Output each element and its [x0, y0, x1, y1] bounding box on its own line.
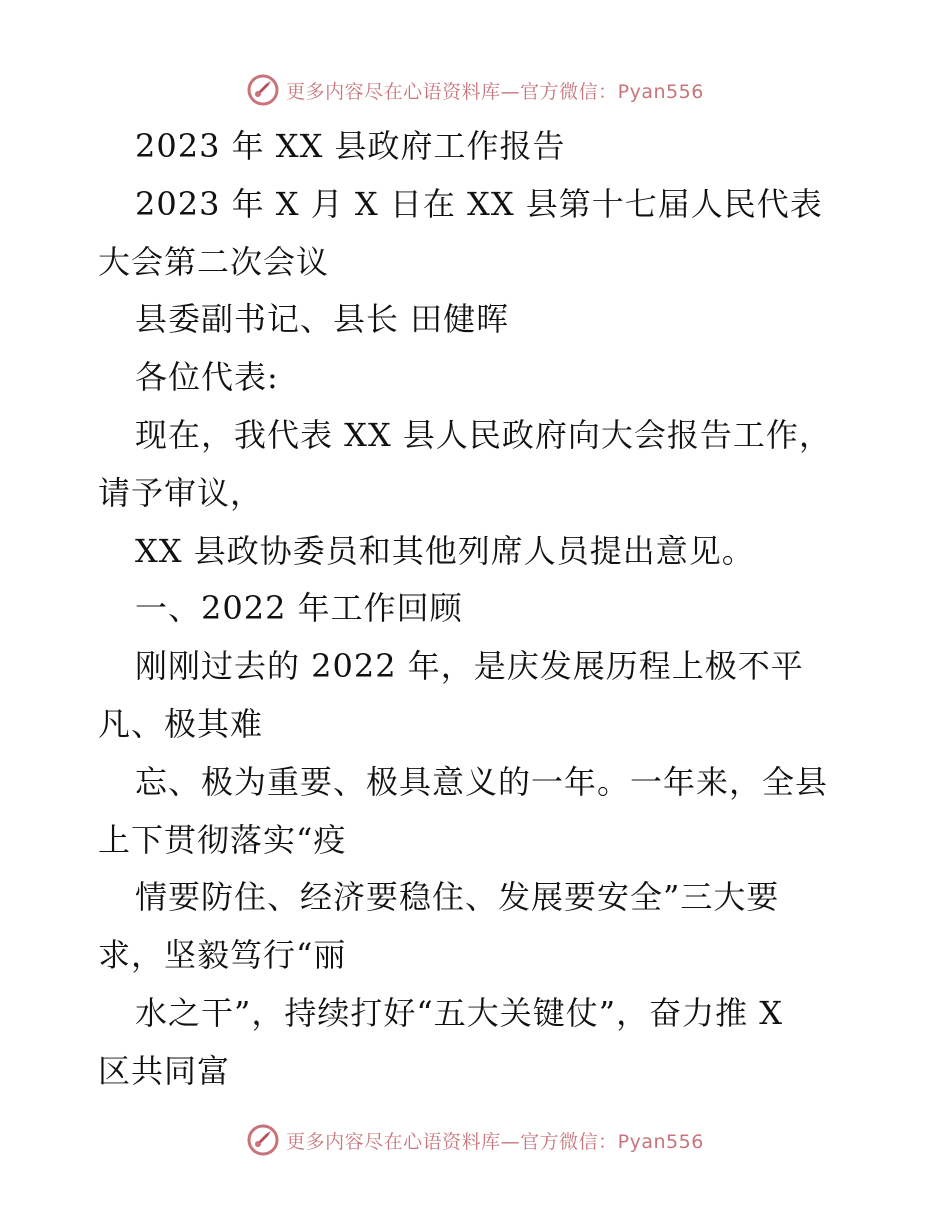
text-line: 一、2022 年工作回顾: [135, 589, 463, 628]
text-line: 现在，我代表 XX 县人民政府向大会报告工作，: [135, 415, 832, 454]
text-line: 大会第二次会议: [98, 242, 330, 281]
text-line: 求，坚毅笃行“丽: [98, 936, 347, 975]
text-line: 区共同富: [98, 1051, 231, 1090]
text-line: 2023 年 X 月 X 日在 XX 县第十七届人民代表: [135, 184, 823, 223]
text-line: 县委副书记、县长 田健晖: [135, 300, 510, 339]
text-line: 凡、极其难: [98, 704, 264, 743]
text-line: XX 县政协委员和其他列席人员提出意见。: [135, 531, 755, 570]
watermark-text: 更多内容尽在心语资料库—官方微信：Pyan556: [286, 1130, 704, 1153]
text-line: 请予审议，: [98, 473, 264, 512]
watermark-banner-bottom: [0, 1120, 950, 1160]
document-body: [98, 118, 858, 1101]
text-line: 情要防住、经济要稳住、发展要安全”三大要: [135, 878, 780, 917]
seal-logo-icon: [246, 73, 280, 107]
seal-logo-icon: [246, 1123, 280, 1157]
watermark-banner-top: [0, 70, 950, 110]
text-line: 刚刚过去的 2022 年，是庆发展历程上极不平: [135, 647, 804, 686]
watermark-text: 更多内容尽在心语资料库—官方微信：Pyan556: [286, 80, 704, 103]
text-line: 忘、极为重要、极具意义的一年。一年来，全县: [135, 762, 829, 801]
text-line: 2023 年 XX 县政府工作报告: [135, 127, 566, 165]
text-line: 水之干”，持续打好“五大关键仗”，奋力推 X: [135, 993, 784, 1032]
text-line: 各位代表:: [135, 358, 279, 397]
text-line: 上下贯彻落实“疫: [98, 820, 347, 859]
